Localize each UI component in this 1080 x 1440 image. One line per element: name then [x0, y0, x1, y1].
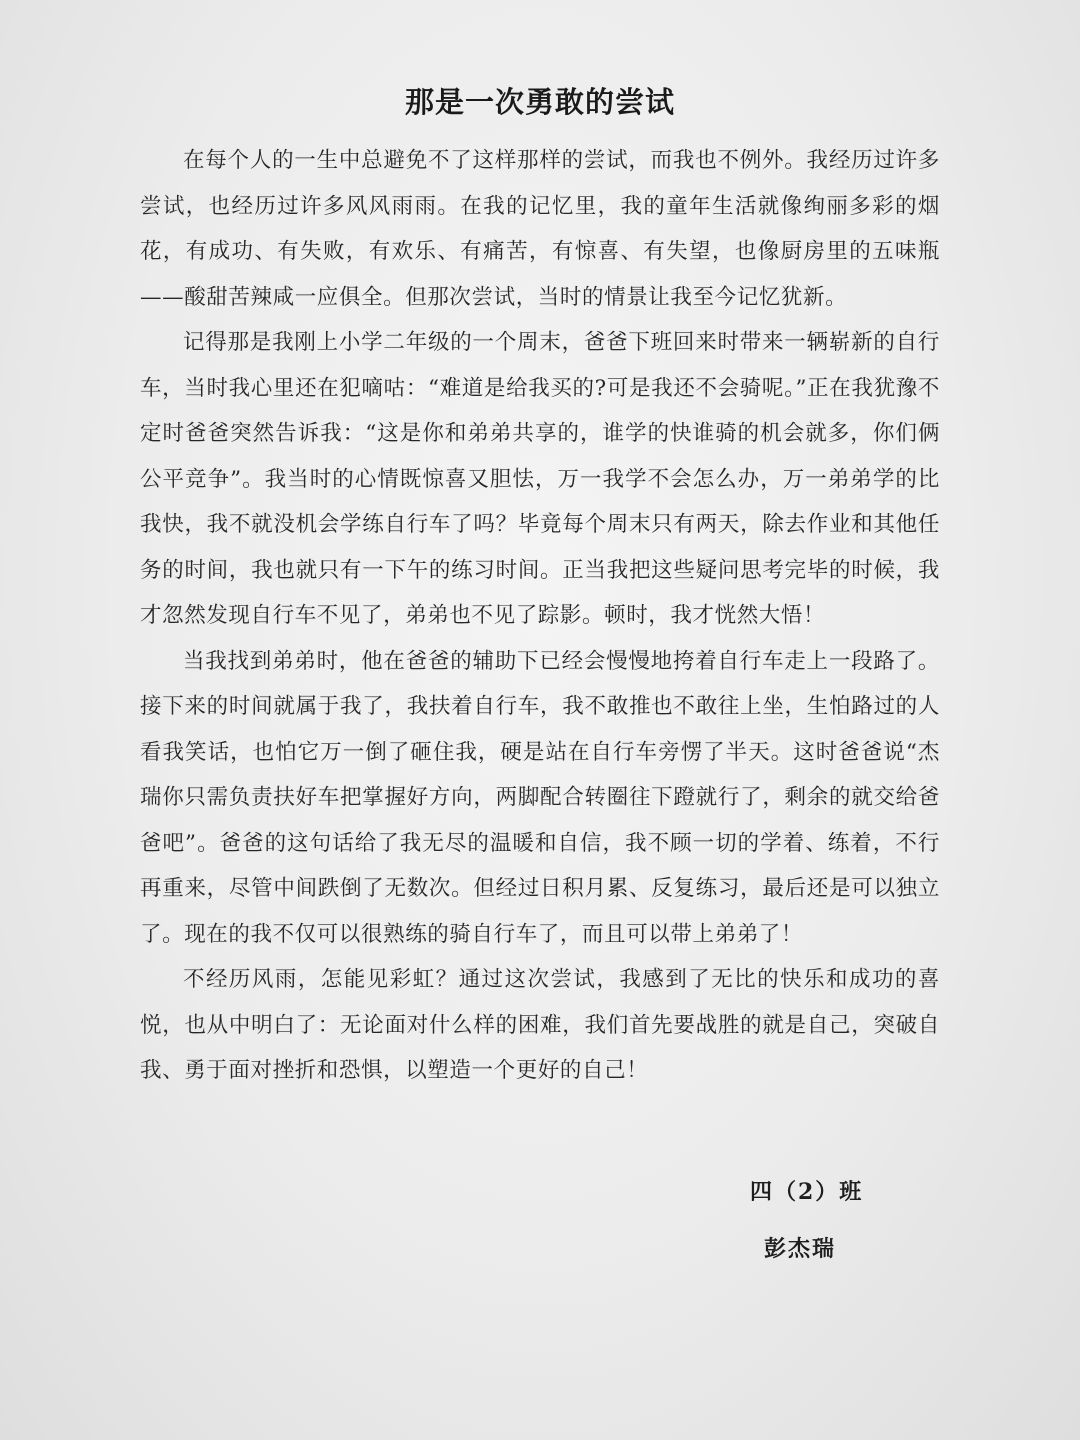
page-title: 那是一次勇敢的尝试 [404, 85, 675, 119]
class-label: 四（2）班 [750, 1179, 864, 1205]
paragraph-1: 在每个人的一生中总避免不了这样那样的尝试，而我也不例外。我经历过许多尝试，也经历过许多风风雨雨。在我的记忆里，我的童年生活就像绚丽多彩的烟花，有成功、有失败，有欢乐、有痛苦，有惊喜、有失望，也像厨房里的五味瓶——酸甜苦辣咸一应俱全。但那次尝试，当时的情景让我至今记忆犹新。 [140, 148, 940, 310]
paragraph-3: 当我找到弟弟时，他在爸爸的辅助下已经会慢慢地挎着自行车走上一段路了。接下来的时间就属于我了，我扶着自行车，我不敢推也不敢往上坐，生怕路过的人看我笑话，也怕它万一倒了砸住我，硬是站在自行车旁愣了半天。这时爸爸说“杰瑞你只需负责扶好车把掌握好方向，两脚配合转圈往下蹬就行了，剩余的就交给爸爸吧”。爸爸的这句话给了我无尽的温暖和自信，我不顾一切的学着、练着，不行再重来，尽管中间跌倒了无数次。但经过日积月累、反复练习，最后还是可以独立了。现在的我不仅可以很熟练的骑自行车了，而且可以带上弟弟了！ [140, 648, 940, 947]
essay-body [140, 138, 940, 1094]
author-name: 彭杰瑞 [764, 1236, 837, 1262]
paragraph-2: 记得那是我刚上小学二年级的一个周末，爸爸下班回来时带来一辆崭新的自行车，当时我心里还在犯嘀咕：“难道是给我买的?可是我还不会骑呢。”正在我犹豫不定时爸爸突然告诉我：“这是你和弟弟共享的，谁学的快谁骑的机会就多，你们俩公平竞争”。我当时的心情既惊喜又胆怯，万一我学不会怎么办，万一弟弟学的比我快，我不就没机会学练自行车了吗？毕竟每个周末只有两天，除去作业和其他任务的时间，我也就只有一下午的练习时间。正当我把这些疑问思考完毕的时候，我才忽然发现自行车不见了，弟弟也不见了踪影。顿时，我才恍然大悟！ [140, 330, 940, 628]
paragraph-4: 不经历风雨，怎能见彩虹？通过这次尝试，我感到了无比的快乐和成功的喜悦，也从中明白了：无论面对什么样的困难，我们首先要战胜的就是自己，突破自我、勇于面对挫折和恐惧，以塑造一个更好的自己！ [140, 967, 940, 1083]
